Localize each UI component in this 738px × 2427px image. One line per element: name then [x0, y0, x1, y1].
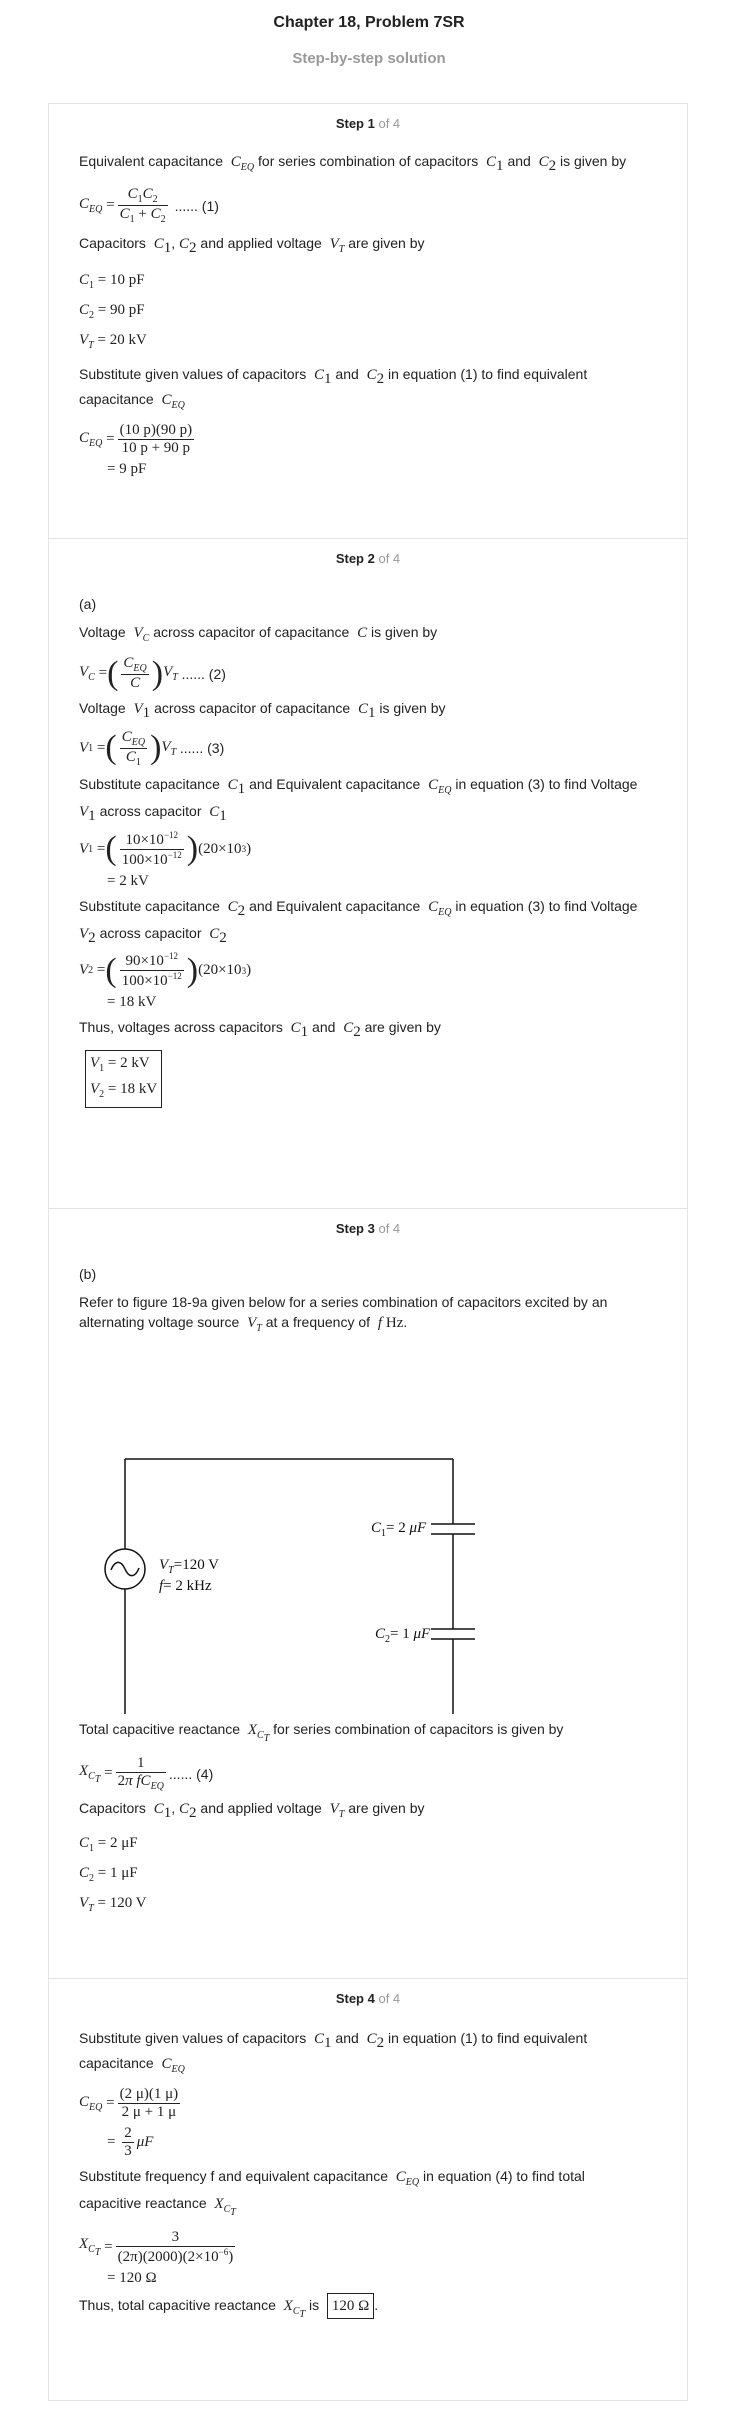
step-2-panel: Step 2 of 4 (a) Voltage $V_C$ across capacitor of capacitance C is given by $V_C$ = ( $\frac{C_{EQ}}{C}$ ) $V_T$ ...... (2) Voltage $V_1$ across capacitor of capacitance $C_1$ is given by V 1 = ( $\frac{C_{EQ}}{C_1}$ ) $V_T$ ...... (3) Substitute capacitance $C_1$ and Equivalent capacitance $C_{EQ}$ in equation (3) to find Voltage $V_1$ across capacitor $C_1$ V 1 = ( $\frac{10\times 10^{-12}}{100\times 10^{-12}}$ ) (20×10 3 ) = 2 kV Substitute capacitance $C_2$ and Equivalent capacitance $C_{EQ}$ in equation (3) to find Voltage $V_2$ across capacitor $C_2$ V 2 = ( $\frac{90\times 10^{-12}}{100\times 10^{-12}}$ ) (20×10 3 ) = 18 kV Thus, voltages across capacitors $C_1$ and $C_2$ are given by $V_1 = 2$ kV $V_2 = 18$ kV: [48, 539, 688, 1209]
svg-text:VT=120 V: $V_T=120$ V: [159, 1557, 220, 1576]
page-subtitle: Step-by-step solution: [292, 50, 446, 67]
step-4-panel: Step 4 of 4 Substitute given values of capacitors $C_1$ and $C_2$ in equation (1) to find equivalent capacitance $C_{EQ}$ $C_{EQ}$ = $\frac{(2 \mu)(1 \mu)}{2 \mu + 1 \mu}$ = $\frac{2}{3}$ μF Substitute frequency f and equivalent capacitance $C_{EQ}$ in equation (4) to find total capacitive reactance $X_{C_T}$ $X_{C_T}$ = $\frac{3}{(2\pi)(2000)(2\times 10^{-6})}$ = 120 Ω Thus, total capacitive reactance $X_{C_T}$ is 120 Ω .: [48, 1979, 688, 2401]
step-1-result: = 9 pF: [107, 460, 147, 477]
step-2-answer-box: $V_1 = 2$ kV $V_2 = 18$ kV: [85, 1050, 162, 1108]
circuit-figure: [49, 1374, 689, 1714]
final-answer-box: 120 Ω: [327, 2293, 374, 2319]
equation-2: $V_C$ = ( $\frac{C_{EQ}}{C}$ ) $V_T$ ...... (2): [79, 654, 226, 692]
step-3-panel: Step 3 of 4 (b) Refer to figure 18-9a given below for a series combination of capacitors excited by an alternating voltage source $V_T$ at a frequency of f Hz. $V_T=120$ V f= 2 kHz $C_1= 2$ μF $C_2= 1$ μF Total capacitive reactance $X_{C_T}$ for series combination of capacitors is given by $X_{C_T}$ = $\frac{1}{2\pi fC_{EQ}}$ ...... (4) Capacitors $C_1$, $C_2$ and applied voltage $V_T$ are given by $C_1 = 2$ μF $C_2 = 1$ μF $V_T = 120$ V: [48, 1209, 688, 1979]
step-1-panel: Step 1 of 4 Equivalent capacitance $C_{EQ}$ for series combination of capacitors $C_1$ and $C_2$ is given by $C_{EQ}$ = $\frac{C_1C_2}{C_1 + C_2}$ ...... (1) Capacitors $C_1$, $C_2$ and applied voltage $V_T$ are given by $C_1 = 10$ pF $C_2 = 90$ pF $V_T = 20$ kV Substitute given values of capacitors $C_1$ and $C_2$ in equation (1) to find equivalent capacitance $C_{EQ}$ $C_{EQ}$ = $\frac{(10 p)(90 p)}{10 p + 90 p}$ = 9 pF: [48, 103, 688, 539]
equation-3: V 1 = ( $\frac{C_{EQ}}{C_1}$ ) $V_T$ ...... (3): [79, 728, 225, 768]
svg-text:C1= 2 μF: $C_1= 2$ μF: [371, 1520, 427, 1539]
svg-text:f= 2 kHz: f= 2 kHz: [159, 1578, 212, 1594]
svg-text:C2= 1 μF: $C_2= 1$ μF: [375, 1626, 431, 1645]
equation-1: $C_{EQ}$ = $\frac{C_1C_2}{C_1 + C_2}$ ...... (1): [79, 186, 219, 225]
sine-wave-icon: [111, 1562, 139, 1575]
page-title: Chapter 18, Problem 7SR: [273, 14, 465, 31]
step-1-intro: Equivalent capacitance $C_{EQ}$ for series combination of capacitors $C_1$ and $C_2$ is given by: [79, 153, 627, 174]
step-1-heading: Step 1 of 4: [335, 116, 401, 131]
given-values: $C_1 = 10$ pF $C_2 = 90$ pF $V_T = 20$ kV: [79, 272, 147, 351]
equation-4: $X_{C_T}$ = $\frac{1}{2\pi fC_{EQ}}$ ...... (4): [79, 1755, 214, 1792]
